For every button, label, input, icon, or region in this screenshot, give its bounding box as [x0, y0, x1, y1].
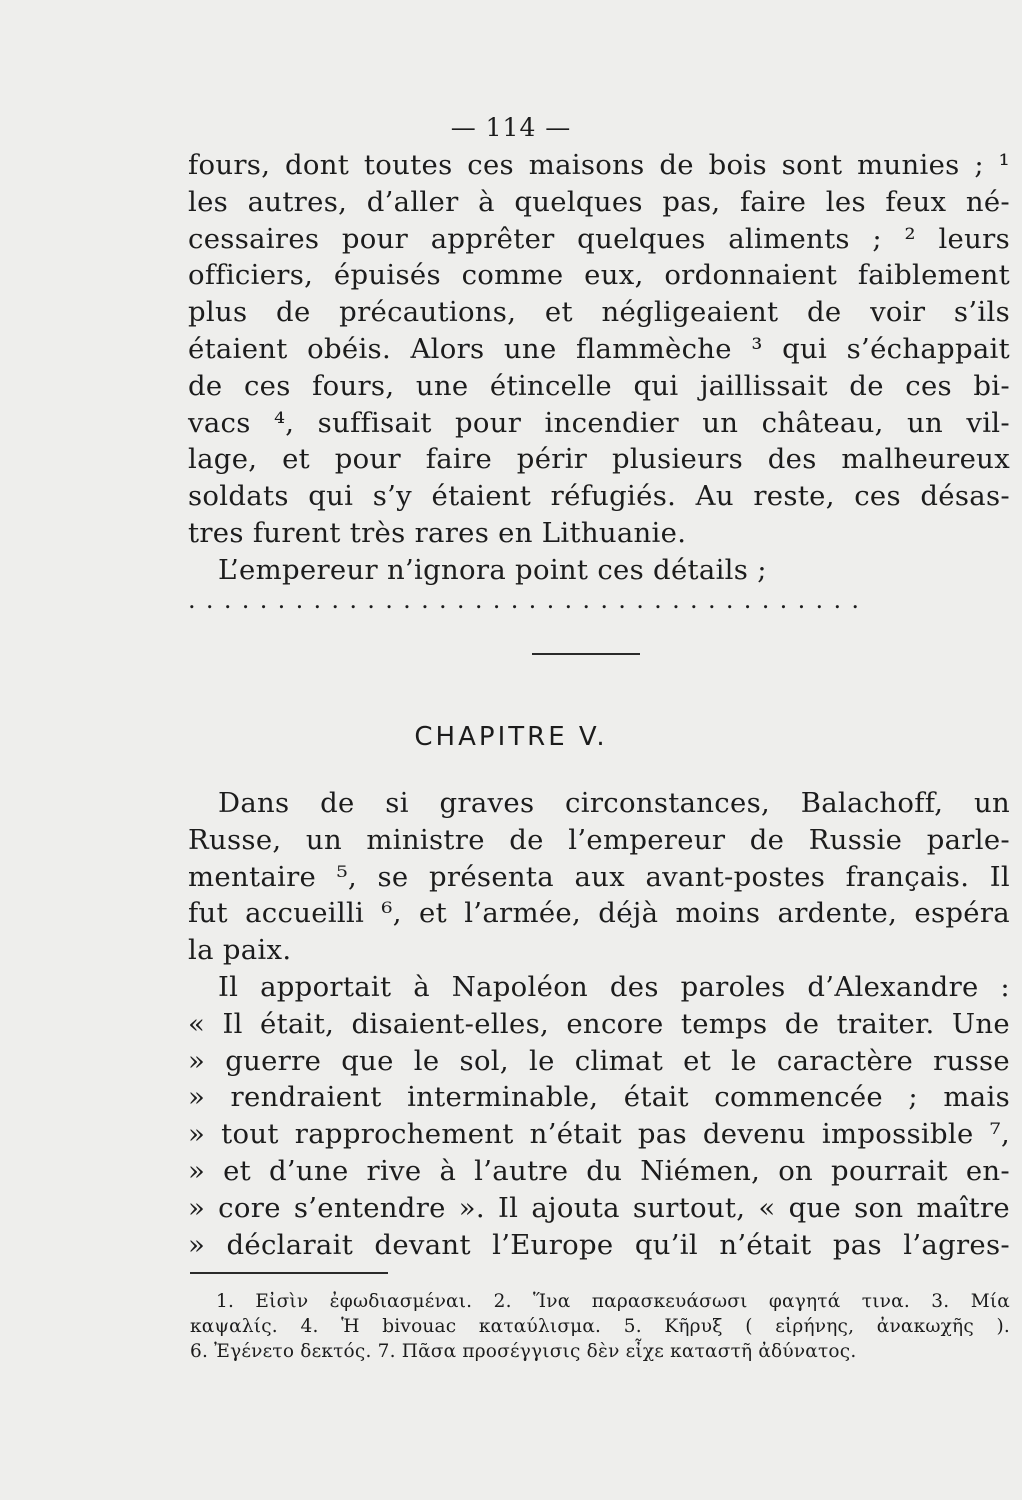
footnote-line: 6. Ἐγένετο δεκτός. 7. Πᾶσα προσέγγισις δὲν εἶχε καταστῆ ἀδύνατος. — [190, 1341, 857, 1362]
text-line: vacs ⁴, suffisait pour incendier un château, un vil- — [188, 406, 1010, 439]
footnote-line: καψαλίς. 4. Ἡ bivouac καταύλισμα. 5. Κῆρυξ ( εἰρήνης, ἀνακωχῆς ). — [190, 1316, 1010, 1337]
text-line: de ces fours, une étincelle qui jaillissait de ces bi- — [188, 369, 1010, 402]
body-text-chapter — [188, 785, 1010, 1263]
text-line: » tout rapprochement n’était pas devenu impossible ⁷, — [188, 1118, 1010, 1151]
text-line: étaient obéis. Alors une flammèche ³ qui s’échappait — [188, 332, 1010, 365]
text-line: Il apportait à Napoléon des paroles d’Alexandre : — [218, 970, 1010, 1003]
chapter-heading: CHAPITRE V. — [414, 722, 608, 752]
page-number: — 114 — — [450, 113, 572, 142]
text-line: soldats qui s’y étaient réfugiés. Au reste, ces désas- — [188, 480, 1010, 513]
text-line: » core s’entendre ». Il ajouta surtout, « que son maître — [188, 1191, 1010, 1224]
footnote-rule — [190, 1272, 388, 1274]
text-line: fut accueilli ⁶, et l’armée, déjà moins ardente, espéra — [188, 897, 1010, 930]
text-line: les autres, d’aller à quelques pas, faire les feux né- — [188, 185, 1010, 218]
text-line: » déclarait devant l’Europe qu’il n’était pas l’agres- — [188, 1228, 1010, 1261]
text-line: plus de précautions, et négligeaient de voir s’ils — [188, 296, 1010, 329]
text-line: « Il était, disaient-elles, encore temps de traiter. Une — [188, 1007, 1010, 1040]
text-line: officiers, épuisés comme eux, ordonnaient faiblement — [188, 259, 1010, 292]
text-line: » guerre que le sol, le climat et le caractère russe — [188, 1044, 1010, 1077]
text-line: mentaire ⁵, se présenta aux avant-postes français. Il — [188, 860, 1010, 893]
body-text-top — [188, 147, 1010, 589]
ellipsis-row: ...................................... — [188, 586, 870, 614]
text-line: lage, et pour faire périr plusieurs des malheureux — [188, 443, 1010, 476]
text-line: fours, dont toutes ces maisons de bois sont munies ; ¹ — [188, 149, 1010, 181]
text-line: la paix. — [188, 934, 292, 967]
text-line: cessaires pour apprêter quelques aliments ; ² leurs — [188, 222, 1010, 255]
text-line: L’empereur n’ignora point ces détails ; — [218, 553, 767, 586]
footnotes — [190, 1289, 1010, 1364]
text-line: Russe, un ministre de l’empereur de Russie parle- — [188, 823, 1010, 856]
text-line: Dans de si graves circonstances, Balachoff, un — [218, 787, 1010, 819]
footnote-line: 1. Εἰσὶν ἐφωδιασμέναι. 2. Ἵνα παρασκευάσωσι φαγητά τινα. 3. Μία — [216, 1291, 1010, 1312]
text-line: » et d’une rive à l’autre du Niémen, on pourrait en- — [188, 1154, 1010, 1187]
text-line: tres furent très rares en Lithuanie. — [188, 516, 687, 549]
section-rule — [532, 653, 640, 655]
text-line: » rendraient interminable, était commencée ; mais — [188, 1081, 1010, 1114]
